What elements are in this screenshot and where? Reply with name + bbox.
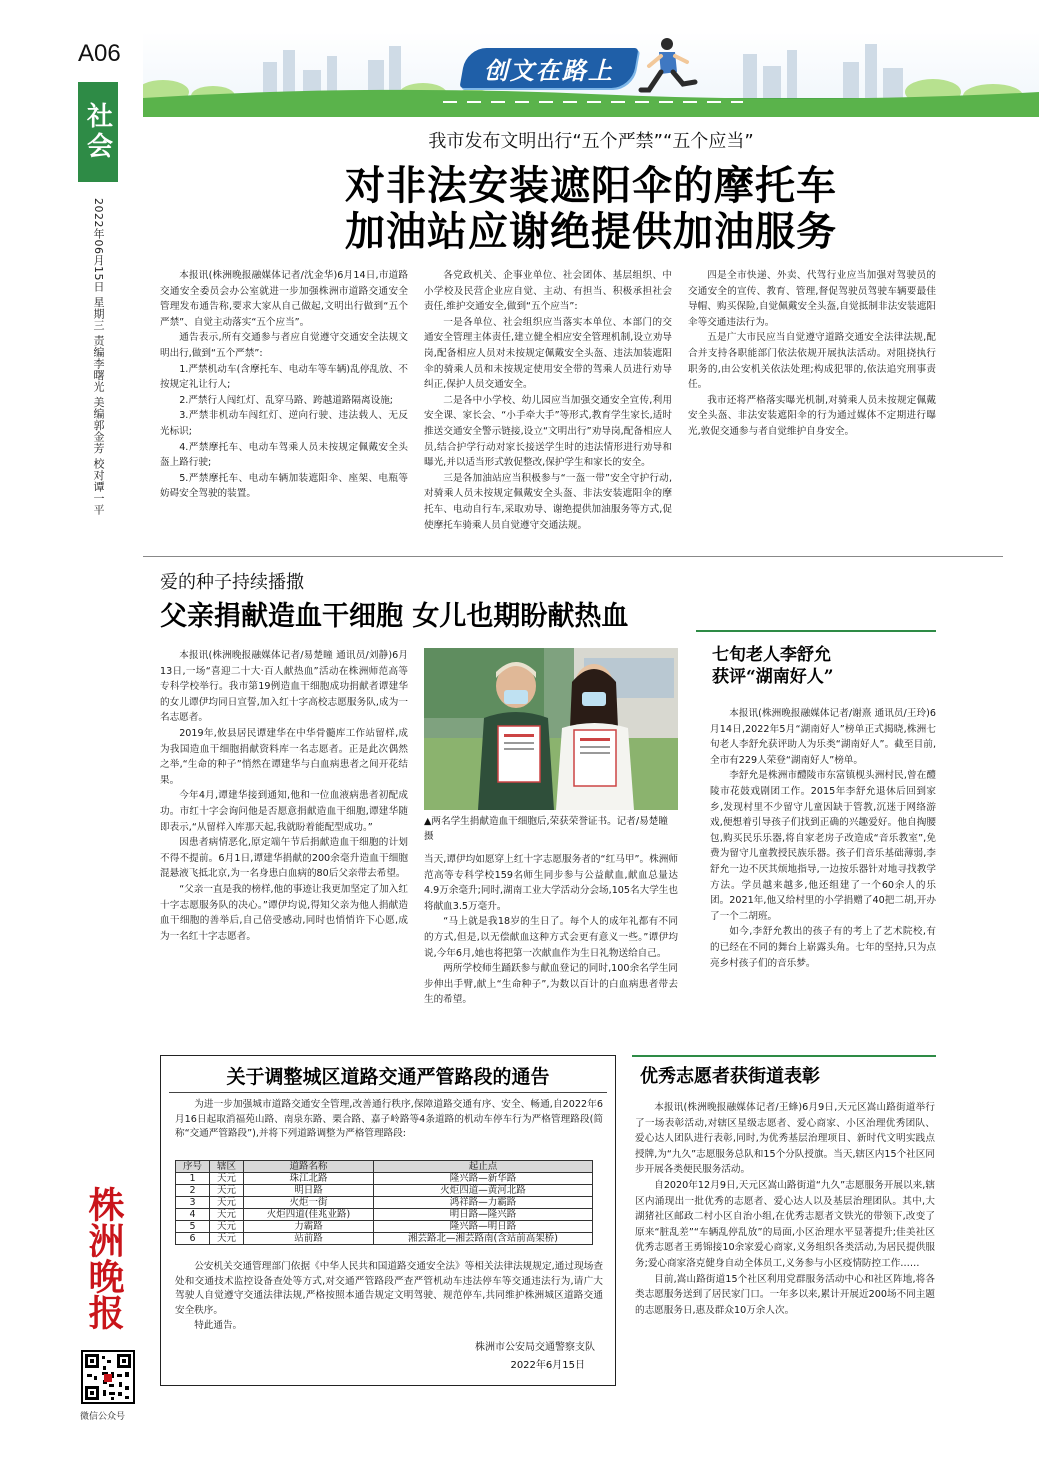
date-line: 2022年06月15日 星期三 责编李曙光 美编郭金芳 校对谭一平 bbox=[92, 198, 105, 516]
newspaper-logo: 株洲晚报 bbox=[83, 1186, 125, 1330]
article4-column: 本报讯(株洲晚报融媒体记者/王蜂)6月9日,天元区嵩山路街道举行了一场表彰活动,对辖区星级志愿者、爱心商家、小区治理优秀团队、爱心达人团队进行表彰,同时,为优秀基层治理项目、新时代文明实践点授牌,为“九久”志愿服务总队和15个分队授旗。当天,辖区内15个社区同步开展各类便民服务活动。 自2020年12月9日,天元区嵩山路街道“九久”志愿服务开展以来,辖区内涌现出一批优秀的志愿者、爱心达人以及基层治理团队。其中,大湖猪社区邮政二村小区自治小组,在优秀志愿者文铁光的带领下,改变了原来“脏乱差”“车辆乱停乱放”的局面,小区治理水平显著提升;佳美社区优秀志愿者王勇锦接10余家爱心商家,义务组织各类活动,为居民提供服务;爱心商家洛克健身自动全体员工,义务参与小区疫情防控工作…… 目前,嵩山路街道15个社区利用党群服务活动中心和社区阵地,将各类志愿服务送到了居民家门口。一年多以来,累计开展近200场不同主题的志愿服务日,惠及群众10万余人次。 bbox=[635, 1102, 935, 1316]
notice-intro: 为进一步加强城市道路交通安全管理,改善通行秩序,保障道路交通有序、安全、畅通,自2022年6月16日起取消福苑山路、南泉东路、栗合路、嘉子岭路等4条道路的机动车停车行为严格管理路段(简称“交通严管路段”),并将下列道路调整为严格管理路段: bbox=[175, 1099, 603, 1139]
notice-body: 公安机关交通管理部门依据《中华人民共和国道路交通安全法》等相关法律法规规定,通过现场查处和交通技术监控设备查处等方式,对交通严管路段严查严管机动车违法停车等交通违法行为,请广大驾驶人自觉遵守交通法律法规,严格按照本通告规定文明驾驶、规范停车,共同维护株洲城区道路交通安全秩序。 bbox=[175, 1261, 603, 1316]
notice-closing: 特此通告。 bbox=[194, 1320, 243, 1331]
qr-label: 微信公众号 bbox=[80, 1412, 126, 1422]
notice-box bbox=[160, 1055, 616, 1386]
banner-slogan-box bbox=[459, 48, 638, 88]
divider-1 bbox=[143, 556, 1003, 557]
table-header-cell: 辖区 bbox=[210, 1161, 244, 1173]
notice-sign-date: 2022年6月15日 bbox=[510, 1360, 585, 1371]
article1-column1: 本报讯(株洲晚报融媒体记者/沈金华)6月14日,市道路交通安全委员会办公室就进一步加强株洲市道路交通安全管理发布通告称,要求大家从自己做起,文明出行做到“五个严禁”、自觉主动落实“五个应当”。 通告表示,所有交通参与者应自觉遵守交通安全法规文明出行,做到“五个严禁”: 1.严禁机动车(含摩托车、电动车等车辆)乱停乱放、不按规定礼让行人; 2.严禁行人闯红灯、乱穿马路、跨越道路隔离设施; 3.严禁非机动车闯红灯、逆向行驶、违法载人、无反光标识; 4.严禁摩托车、电动车驾乘人员未按规定佩戴安全头盔上路行驶; 5.严禁摩托车、电动车辆加装遮阳伞、座架、电瓶等妨碍安全驾驶的装置。 bbox=[160, 270, 408, 500]
table-header-cell: 道路名称 bbox=[244, 1161, 374, 1173]
table-header-cell: 序号 bbox=[176, 1161, 210, 1173]
article3-rule bbox=[696, 630, 936, 632]
table-row: 2 天元 明日路 火炬四道—黄河北路 bbox=[176, 1185, 593, 1197]
article2-headline: 父亲捐献造血干细胞 女儿也期盼献热血 bbox=[160, 601, 629, 632]
notice-table-header bbox=[176, 1161, 593, 1173]
table-header-cell: 起止点 bbox=[374, 1161, 593, 1173]
notice-signature: 株洲市公安局交通警察支队 bbox=[475, 1342, 595, 1353]
article3-column: 本报讯(株洲晚报融媒体记者/谢熹 通讯员/王玲)6月14日,2022年5月“湖南好人”榜单正式揭晓,株洲七旬老人李舒允获评助人为乐类“湖南好人”。截至目前,全市有229人荣登“湖南好人”榜单。 李舒允是株洲市醴陵市东富镇枧头洲村民,曾在醴陵市花鼓戏剧团工作。2015年李舒允退休后回到家乡,发现村里不少留守儿童因缺于管教,沉迷于网络游戏,便想着引导孩子们找到正确的兴趣爱好。他自掏腰包,购买民乐乐器,将自家老房子改造成“音乐教室”,免费为留守儿童教授民族乐器。孩子们音乐基础薄弱,李舒允一边不厌其烦地指导,一边按乐器针对地寻找教学方法。学员越来越多,他还组建了一个60余人的乐团。2021年,他又给村里的小学捐赠了40把二胡,开办了一个二胡班。 如今,李舒允教出的孩子有的考上了艺术院校,有的已经在不同的舞台上崭露头角。七年的坚持,只为点亮乡村孩子们的音乐梦。 bbox=[710, 708, 936, 969]
qr-code bbox=[81, 1350, 135, 1404]
top-banner bbox=[143, 32, 1039, 117]
article1-headline-line2: 加油站应谢绝提供加油服务 bbox=[345, 208, 837, 255]
notice-table bbox=[175, 1160, 593, 1245]
article1-column2: 各党政机关、企事业单位、社会团体、基层组织、中小学校及民营企业应自觉、主动、有担当、积极承担社会责任,维护交通安全,做到“五个应当”: 一是各单位、社会组织应当落实本单位、本部门的交通安全管理主体责任,建立健全相应安全管理机制,设立劝导岗,配备相应人员对未按规定佩戴安全头盔、违法加装遮阳伞的骑乘人员和未按规定使用安全带的驾乘人员进行劝导纠正,保护人员交通安全。 二是各中小学校、幼儿园应当加强交通安全宣传,利用安全课、家长会、“小手牵大手”等形式,教育学生家长,适时推送交通安全警示链接,设立“文明出行”劝导岗,配备相应人员,结合护学行动对家长接送学生时的违法情形进行劝导和曝光,并以适当形式敦促整改,保护学生和家长的安全。 三是各加油站应当积极参与“一盔一带”安全守护行动,对骑乘人员未按规定佩戴安全头盔、非法安装遮阳伞的摩托车、电动自行车,采取劝导、谢绝提供加油服务等方式,促使摩托车骑乘人员自觉遵守交通法规。 bbox=[424, 270, 672, 531]
article4-rule bbox=[632, 1055, 936, 1057]
notice-title: 关于调整城区道路交通严管路段的通告 bbox=[226, 1066, 550, 1088]
table-row: 4 天元 火炬四道(佳兆业路) 明日路—隆兴路 bbox=[176, 1209, 593, 1221]
article2-column1: 本报讯(株洲晚报融媒体记者/易楚瞳 通讯员/刘静)6月13日,一场“喜迎二十大·百人献热血”活动在株洲师范高等专科学校举行。我市第19例造血干细胞成功捐献者谭建华的女儿谭伊均同日宣誓,加入红十字高校志愿服务队,成为一名志愿者。 2019年,攸县居民谭建华在中华骨髓库工作站留样,成为我国造血干细胞捐献资料库一名志愿者。正是此次偶然之举,“生命的种子”悄然在谭建华与白血病患者之间开花结果。 今年4月,谭建华接到通知,他和一位血液病患者初配成功。市红十字会询问他是否愿意捐献造血干细胞,谭建华随即表示,“从留样入库那天起,我就盼着能配型成功。” 因患者病情恶化,原定端午节后捐献造血干细胞的计划不得不提前。6月1日,谭建华捐献的200余毫升造血干细胞混悬液飞抵北京,为一名身患白血病的80后父亲带去希望。 “父亲一直是我的榜样,他的事迹让我更加坚定了加入红十字志愿服务队的决心。”谭伊均说,得知父亲为他人捐献造血干细胞的善举后,自己倍受感动,同时也悄悄许下心愿,成为一名红十字志愿者。 bbox=[160, 650, 408, 942]
article3-headline-line1: 七旬老人李舒允 bbox=[712, 645, 831, 665]
article3-headline-line2: 获评“湖南好人” bbox=[712, 667, 834, 687]
page-number: A06 bbox=[78, 40, 121, 67]
notice-title-rule bbox=[169, 1092, 607, 1093]
article4-headline: 优秀志愿者获街道表彰 bbox=[640, 1066, 820, 1087]
banner-slogan: 创文在路上 bbox=[484, 56, 614, 85]
table-row: 1 天元 珠江北路 隆兴路—新华路 bbox=[176, 1173, 593, 1185]
section-label-text: 社会 bbox=[82, 102, 113, 162]
article1-column3: 四是全市快递、外卖、代驾行业应当加强对驾驶员的交通安全的宣传、教育、管理,督促驾驶员驾驶车辆要最佳导帽、购买保险,自觉佩戴安全头盔,自觉抵制非法安装遮阳伞等交通违法行为。 五是广大市民应当自觉遵守道路交通安全法律法规,配合并支持各职能部门依法依规开展执法活动。对阻挠执行职务的,由公安机关依法处理;构成犯罪的,依法追究刑事责任。 我市还将严格落实曝光机制,对骑乘人员未按规定佩戴安全头盔、非法安装遮阳伞的行为通过媒体不定期进行曝光,敦促交通参与者自觉维护自身安全。 bbox=[688, 270, 936, 437]
article2-column2: 当天,谭伊均如愿穿上红十字志愿服务者的“红马甲”。株洲师范高等专科学校159名师生同步参与公益献血,献血总量达4.9万余毫升;同时,湖南工业大学活动分会场,105名大学生也将献血3.5万毫升。 “马上就是我18岁的生日了。每个人的成年礼都有不同的方式,但是,以无偿献血这种方式会更有意义一些。”谭伊均说,今年6月,她也将把第一次献血作为生日礼物送给自己。 两所学校师生踊跃参与献血登记的同时,100余名学生同步伸出手臂,献上“生命种子”,为数以百计的白血病患者带去生的希望。 bbox=[424, 854, 678, 1006]
article2-kicker: 爱的种子持续播撒 bbox=[160, 572, 304, 593]
article2-photo-caption: ▲两名学生捐献造血干细胞后,荣获荣誉证书。记者/易楚瞳 摄 bbox=[424, 816, 668, 842]
table-row: 6 天元 站前路 湘芸路北—湘芸路南(含站前高架桥) bbox=[176, 1233, 593, 1245]
table-row: 3 天元 火炬一街 鸿祥路—力霸路 bbox=[176, 1197, 593, 1209]
article2-photo bbox=[424, 648, 678, 810]
section-label bbox=[78, 82, 118, 182]
article1-kicker: 我市发布文明出行“五个严禁”“五个应当” bbox=[428, 131, 754, 152]
article1-headline-line1: 对非法安装遮阳伞的摩托车 bbox=[345, 162, 837, 209]
table-row: 5 天元 力霸路 隆兴路—明日路 bbox=[176, 1221, 593, 1233]
